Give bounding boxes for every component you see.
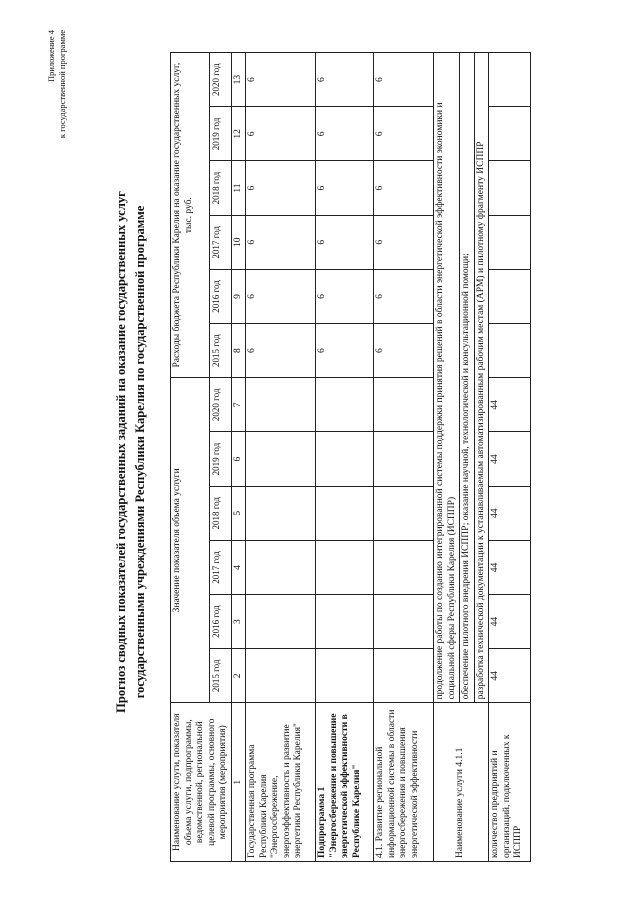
value-cell: [374, 649, 434, 703]
value-cell: 6: [374, 269, 434, 323]
year-cell: 2017 год: [209, 215, 231, 269]
value-cell: [374, 432, 434, 486]
rotated-document-page: [20, 22, 620, 882]
year-cell: 2018 год: [209, 486, 231, 540]
column-number: 10: [231, 215, 246, 269]
value-cell: 6: [246, 161, 316, 215]
column-number: 12: [231, 107, 246, 161]
header-expenses-cell: Расходы бюджета Республики Карелия на оказание государственных услуг, тыс. руб.: [171, 53, 210, 378]
value-cell: [246, 649, 316, 703]
value-cell: [246, 486, 316, 540]
year-cell: 2016 год: [209, 269, 231, 323]
value-cell: [316, 486, 374, 540]
value-cell: [374, 540, 434, 594]
table-row-program: [246, 53, 316, 862]
row-name: Подпрограмма 1 "Энергосбережение и повышение энергетической эффективности в Республике Карелия": [316, 703, 374, 862]
value-cell: 6: [316, 215, 374, 269]
year-cell: 2020 год: [209, 53, 231, 107]
value-cell: [246, 432, 316, 486]
service-desc-line-3: разработка технической документации к устанавливаемым автоматизированным рабочим местам (АРМ) и пилотному фрагменту ИСППР: [474, 53, 489, 703]
year-cell: 2015 год: [209, 649, 231, 703]
value-cell: [489, 215, 531, 269]
column-number: 5: [231, 486, 246, 540]
value-cell: [489, 269, 531, 323]
value-cell: [489, 107, 531, 161]
year-cell: 2020 год: [209, 378, 231, 432]
appendix-line-2: к государственной программе: [57, 30, 67, 139]
value-cell: 44: [489, 486, 531, 540]
service-desc-line-2: обеспечение пилотного внедрения ИСППР; оказание научной, технологической и консультационной помощи;: [460, 53, 475, 703]
appendix-note: [46, 30, 68, 138]
header-name-cell: Наименование услуги, показателя объема услуги, подпрограммы, ведомственной, региональной целевой программы, основного мероприятия (мероприятия): [171, 703, 232, 862]
value-cell: 6: [316, 107, 374, 161]
title-line-1: Прогноз сводных показателей государственных заданий на оказание государственных услуг: [114, 191, 128, 713]
table-row-indicator: [489, 53, 531, 862]
column-number: 7: [231, 378, 246, 432]
column-number: 13: [231, 53, 246, 107]
table-row-subprogram: [316, 53, 374, 862]
column-number-row: [231, 53, 246, 862]
service-desc-line-1: продолжение работы по созданию интегрированной системы поддержки принятия решений в области энергетической эффективности экономики и социальной сферы Республики Карелия (ИСППР): [434, 53, 460, 703]
year-cell: 2019 год: [209, 432, 231, 486]
title-line-2: государственными учреждениями Республики Карелия по государственной программе: [133, 205, 147, 699]
header-row-1: [171, 53, 210, 862]
column-number: 6: [231, 432, 246, 486]
service-row-1: [434, 53, 460, 862]
value-cell: [489, 324, 531, 378]
value-cell: [489, 161, 531, 215]
value-cell: 6: [316, 324, 374, 378]
value-cell: 6: [374, 53, 434, 107]
document-title: [112, 22, 150, 882]
column-number: 11: [231, 161, 246, 215]
value-cell: [316, 540, 374, 594]
value-cell: 6: [374, 161, 434, 215]
value-cell: 6: [246, 215, 316, 269]
value-cell: [316, 595, 374, 649]
value-cell: 6: [246, 53, 316, 107]
value-cell: 6: [316, 269, 374, 323]
value-cell: 6: [374, 324, 434, 378]
table-row-activity: [374, 53, 434, 862]
value-cell: 6: [246, 324, 316, 378]
year-cell: 2018 год: [209, 161, 231, 215]
value-cell: 6: [316, 53, 374, 107]
value-cell: 6: [374, 215, 434, 269]
year-cell: 2017 год: [209, 540, 231, 594]
service-label: Наименование услуги 4.1.1: [434, 703, 489, 862]
value-cell: 6: [316, 161, 374, 215]
year-cell: 2019 год: [209, 107, 231, 161]
value-cell: [374, 595, 434, 649]
appendix-line-1: Приложение 4: [46, 30, 56, 82]
column-number: 9: [231, 269, 246, 323]
value-cell: [246, 378, 316, 432]
value-cell: 44: [489, 540, 531, 594]
column-number: 2: [231, 649, 246, 703]
value-cell: 44: [489, 595, 531, 649]
value-cell: 6: [246, 269, 316, 323]
value-cell: 44: [489, 378, 531, 432]
forecast-table: [170, 52, 531, 862]
row-name: количество предприятий и организаций, подключенных к ИСППР: [489, 703, 531, 862]
value-cell: [489, 53, 531, 107]
value-cell: [246, 540, 316, 594]
value-cell: [316, 649, 374, 703]
year-cell: 2015 год: [209, 324, 231, 378]
value-cell: 44: [489, 649, 531, 703]
column-number: 4: [231, 540, 246, 594]
value-cell: [246, 595, 316, 649]
value-cell: 6: [246, 107, 316, 161]
value-cell: 44: [489, 432, 531, 486]
row-name: Государственная программа Республики Карелия "Энергосбережение, энергоэффективность и развитие энергетики Республики Карелия": [246, 703, 316, 862]
value-cell: [374, 486, 434, 540]
row-name: 4.1. Развитие региональной информационной системы в области энергосбережения и повышения энергетической эффективности: [374, 703, 434, 862]
header-volume-cell: Значение показателя объема услуги: [171, 378, 210, 703]
column-number: 8: [231, 324, 246, 378]
year-cell: 2016 год: [209, 595, 231, 649]
value-cell: [316, 378, 374, 432]
column-number: 3: [231, 595, 246, 649]
value-cell: [374, 378, 434, 432]
value-cell: [316, 432, 374, 486]
column-number: 1: [231, 703, 246, 862]
value-cell: 6: [374, 107, 434, 161]
